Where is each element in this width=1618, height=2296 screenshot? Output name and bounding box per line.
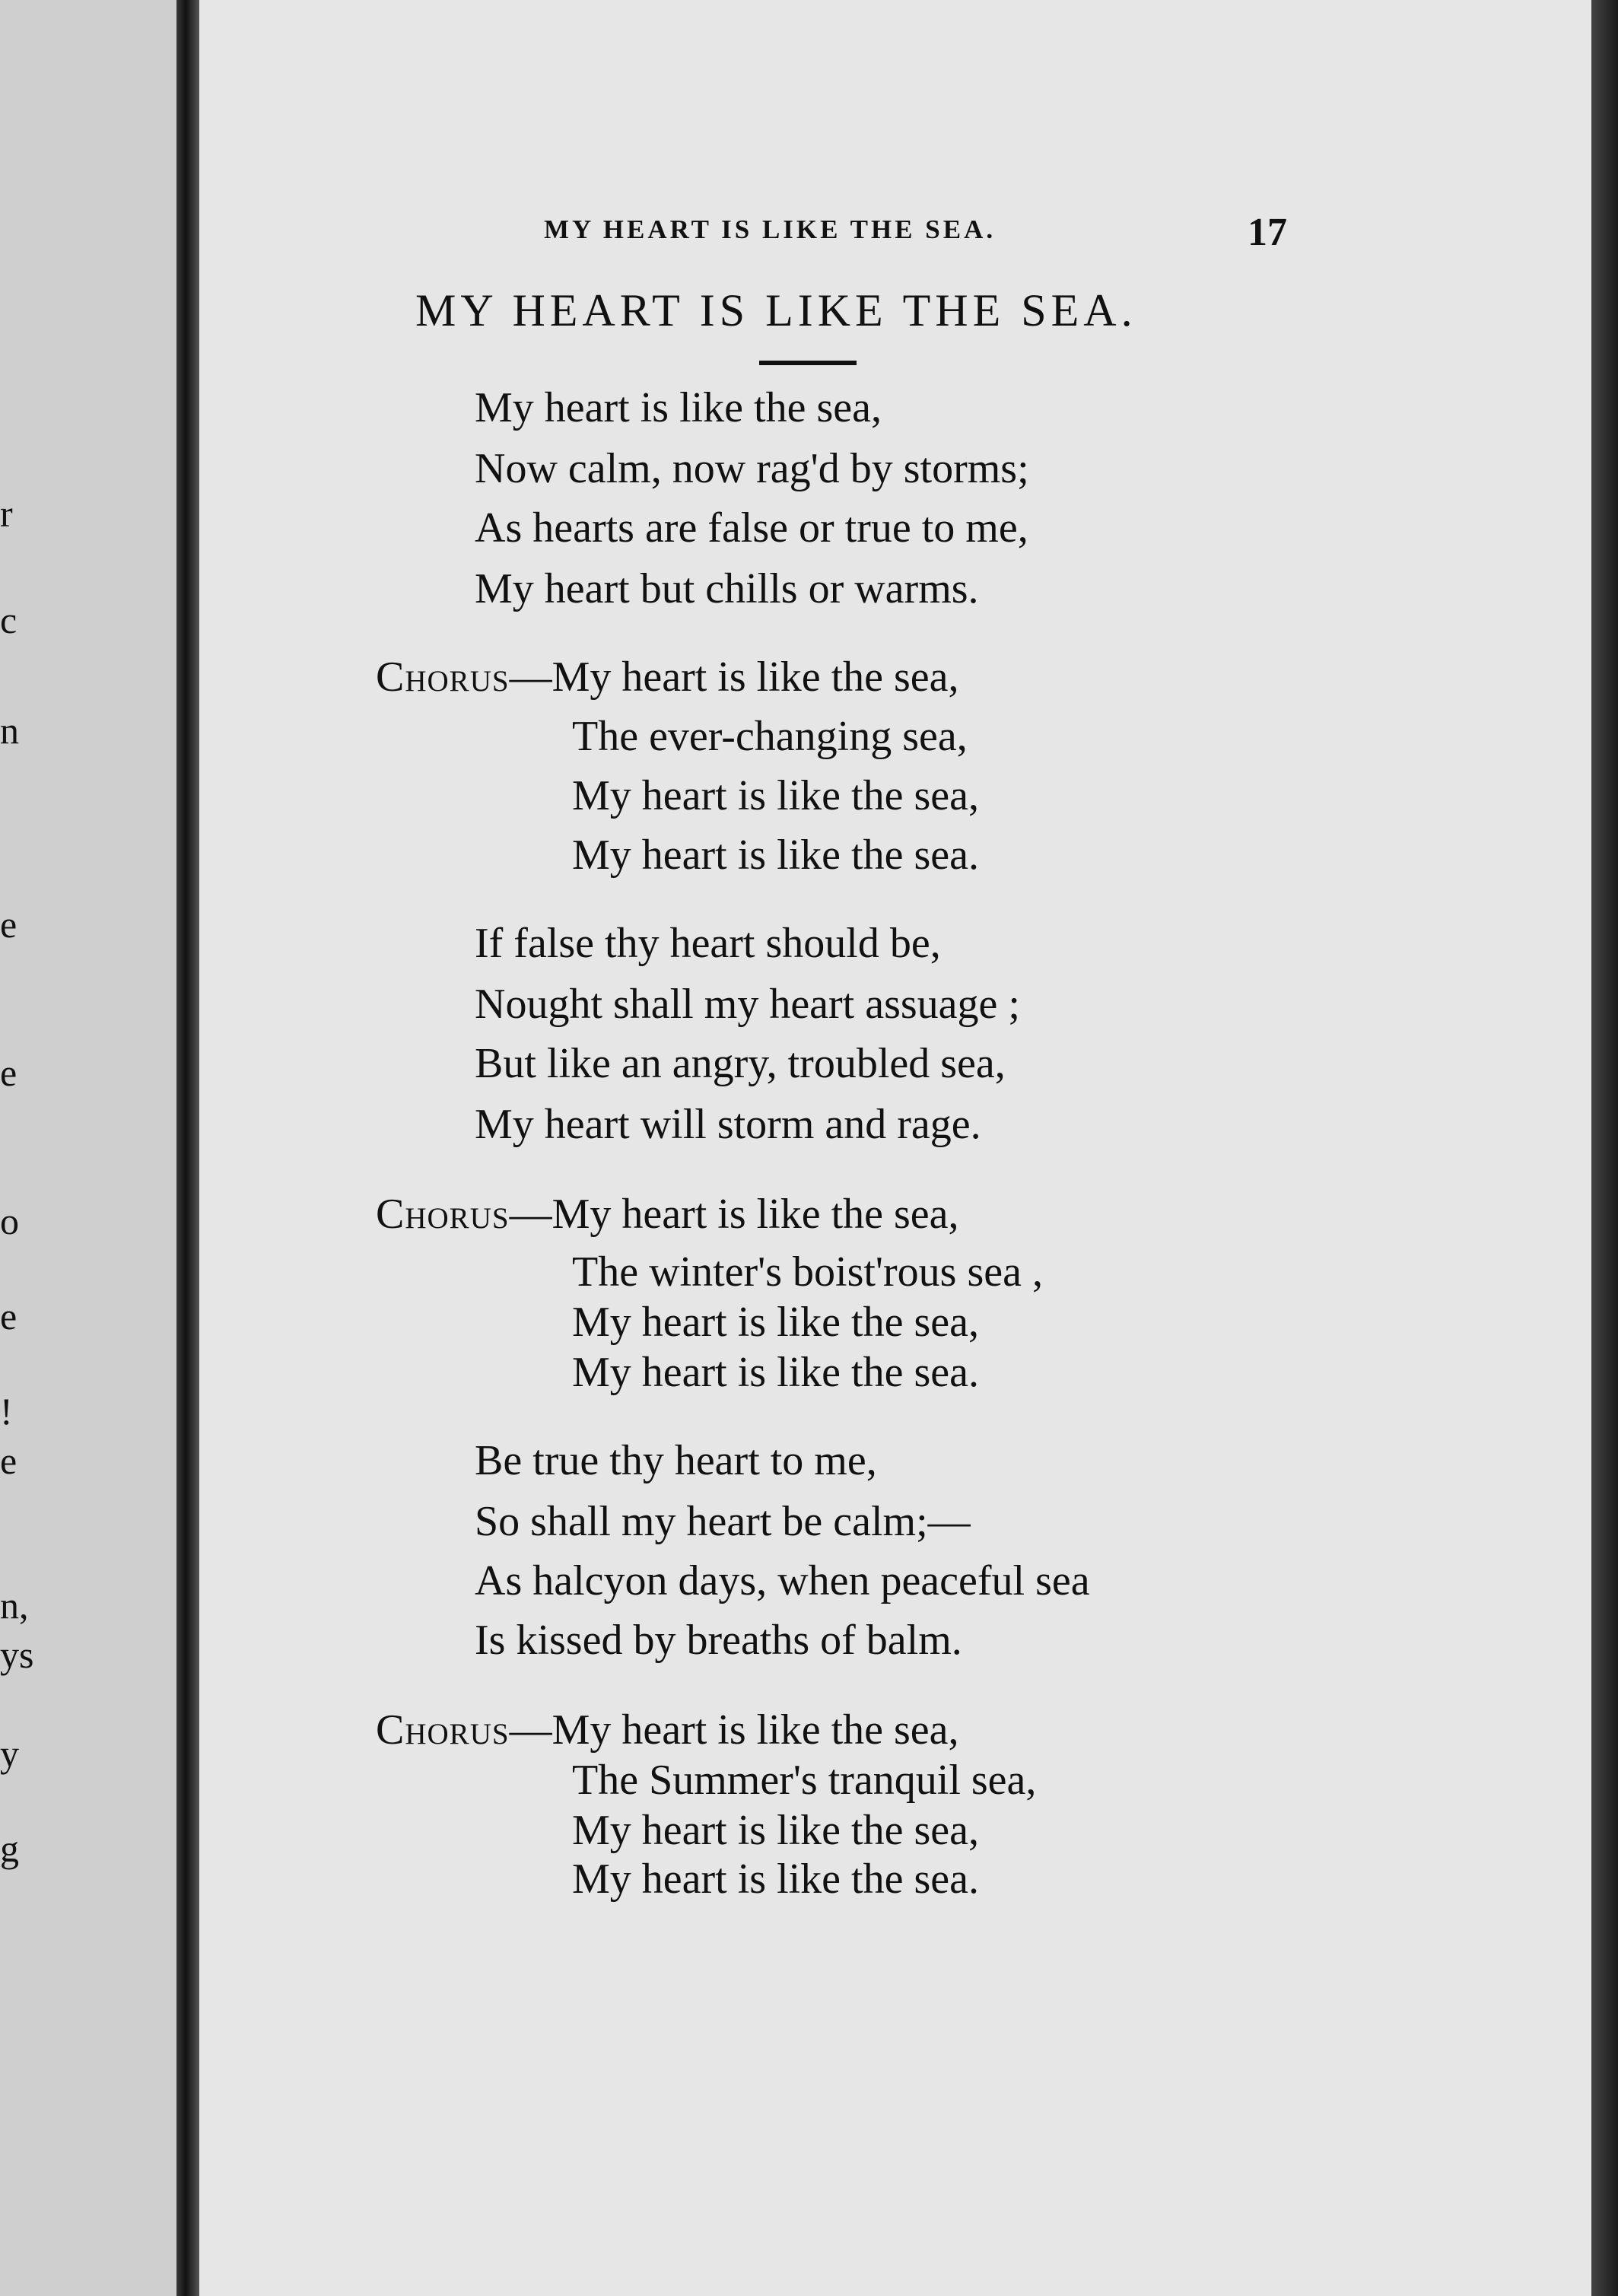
chorus-line: My heart is like the sea. (572, 1349, 979, 1396)
verse-line: If false thy heart should be, (475, 920, 941, 967)
chorus-line (376, 1191, 959, 1238)
chorus-line: My heart is like the sea, (572, 1299, 979, 1346)
left-page-fragment: n (0, 709, 19, 752)
right-page-edge (1591, 0, 1618, 2296)
running-head: MY HEART IS LIKE THE SEA. (544, 215, 997, 244)
verse-line: My heart will storm and rage. (475, 1101, 981, 1148)
left-page-fragment: e (0, 1295, 17, 1337)
left-page-fragment: o (0, 1200, 19, 1242)
left-page-fragment: c (0, 599, 17, 641)
verse-line: My heart is like the sea, (475, 384, 882, 431)
verse-line: Is kissed by breaths of balm. (475, 1617, 962, 1664)
chorus-line: The winter's boist'rous sea , (572, 1248, 1043, 1296)
chorus-line: The Summer's tranquil sea, (572, 1757, 1037, 1804)
chorus-line: My heart is like the sea, (572, 1807, 979, 1854)
left-page-fragment: y (0, 1732, 19, 1775)
book-spine (176, 0, 199, 2296)
chorus-line: My heart is like the sea. (572, 1856, 979, 1903)
chorus-text: —My heart is like the sea, (509, 1191, 959, 1238)
title-rule (759, 361, 857, 365)
chorus-label: Chorus (376, 654, 510, 701)
verse-line: My heart but chills or warms. (475, 565, 979, 612)
verse-line: As halcyon days, when peaceful sea (475, 1557, 1090, 1604)
verse-line: Nought shall my heart assuage ; (475, 981, 1020, 1028)
chorus-label: Chorus (376, 1191, 510, 1238)
chorus-line: My heart is like the sea. (572, 832, 979, 879)
left-page-edge (0, 0, 176, 2296)
verse-line: But like an angry, troubled sea, (475, 1040, 1006, 1087)
page-number: 17 (1248, 211, 1287, 254)
left-page-fragment: e (0, 1439, 17, 1482)
left-page-fragment: ! (0, 1390, 13, 1433)
left-page-fragment: g (0, 1827, 19, 1870)
chorus-line (376, 1706, 959, 1754)
page (199, 0, 1591, 2296)
chorus-line (376, 654, 959, 701)
verse-line: As hearts are false or true to me, (475, 504, 1028, 552)
verse-line: So shall my heart be calm;— (475, 1498, 971, 1545)
song-title: MY HEART IS LIKE THE SEA. (415, 285, 1137, 335)
left-page-fragment: e (0, 1051, 17, 1094)
chorus-text: —My heart is like the sea, (509, 1706, 959, 1754)
left-page-fragment: ys (0, 1633, 34, 1676)
chorus-label: Chorus (376, 1706, 510, 1754)
chorus-line: My heart is like the sea, (572, 772, 979, 819)
left-page-fragment: r (0, 492, 13, 535)
chorus-line: The ever-changing sea, (572, 713, 968, 760)
chorus-text: —My heart is like the sea, (509, 654, 959, 701)
verse-line: Be true thy heart to me, (475, 1437, 877, 1484)
left-page-fragment: n, (0, 1584, 29, 1627)
verse-line: Now calm, now rag'd by storms; (475, 445, 1029, 492)
left-page-fragment: e (0, 903, 17, 946)
